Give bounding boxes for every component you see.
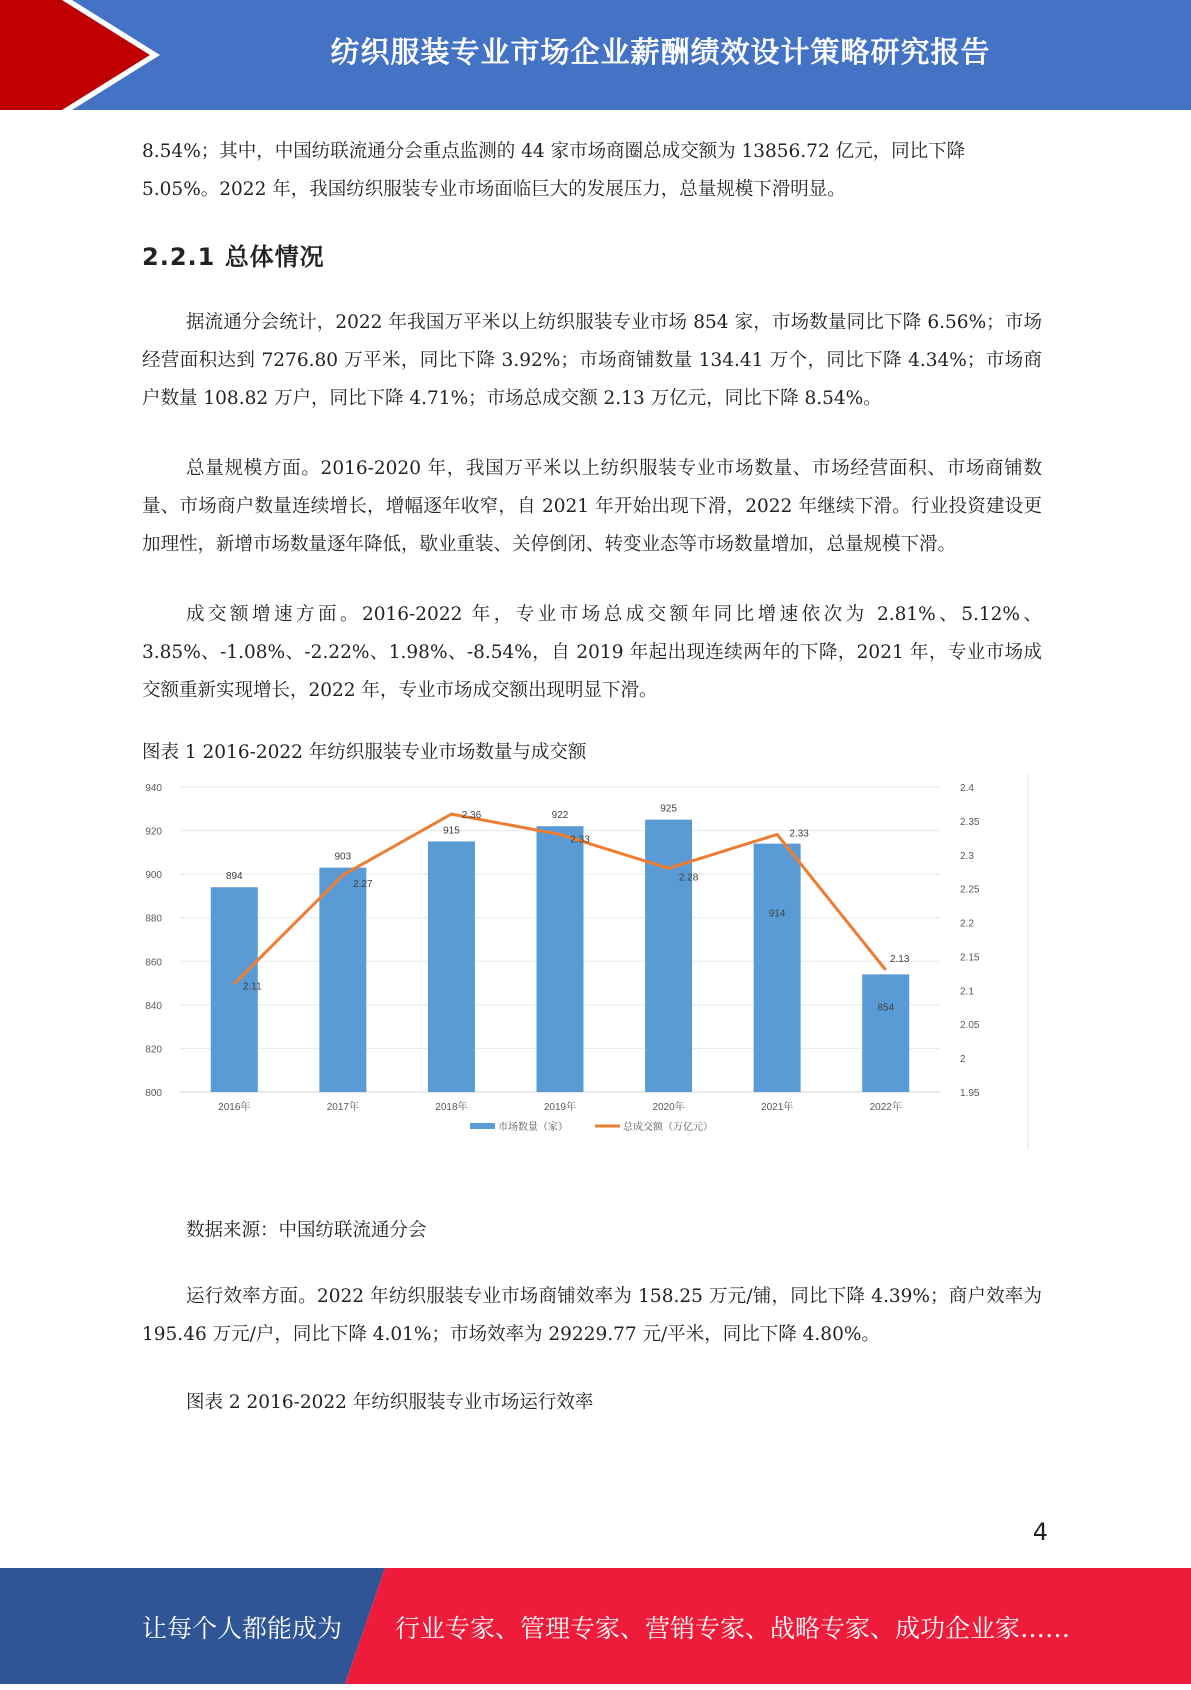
bar [754,844,801,1092]
page-footer [0,1568,1191,1684]
y-tick-right: 2.25 [960,884,980,896]
y-tick-right: 2 [960,1054,966,1066]
y-tick-left: 860 [145,957,162,969]
y-tick-right: 2.35 [960,816,980,828]
line-label: 2.13 [889,954,910,965]
page-content [142,133,1042,1422]
header-chevron-decoration [0,0,160,110]
bar-label: 894 [225,871,243,883]
bar [645,820,692,1092]
bar [428,841,475,1092]
legend-swatch-bar [470,1123,495,1129]
figure-2-caption: 图表 2 2016-2022 年纺织服装专业市场运行效率 [186,1392,594,1413]
bar-label: 914 [768,908,786,920]
paragraph-scale: 总量规模方面。2016-2020 年，我国万平米以上纺织服装专业市场数量、市场经营面积、市场商铺数量、市场商户数量连续增长，增幅逐年收窄，自 2021 年开始出现下滑，2022 年继续下滑。行业投资建设更加理性，新增市场数量逐年降低，歇业重装、关停倒闭、转变业态等市场数量增加，总量规模下滑。 [142,458,1042,555]
figure-1-caption: 图表 1 2016-2022 年纺织服装专业市场数量与成交额 [142,742,587,763]
y-tick-right: 2.15 [960,952,980,964]
line-label: 2.28 [678,872,699,884]
x-tick-label: 2019年 [543,1102,577,1113]
y-tick-right: 1.95 [960,1088,980,1099]
y-tick-right: 2.3 [960,850,974,862]
y-tick-right: 2.1 [960,986,974,998]
y-tick-right: 2.2 [960,918,974,930]
header-title: 纺织服装专业市场企业薪酬绩效设计策略研究报告 [330,35,991,69]
bar-label: 854 [877,1002,895,1014]
paragraph-efficiency: 运行效率方面。2022 年纺织服装专业市场商铺效率为 158.25 万元/铺，同比下降 4.39%；商户效率为 195.46 万元/户，同比下降 4.01%；市场效率为 29229.77 元/平米，同比下降 4.80%。 [142,1286,1042,1345]
paragraph-growth: 成交额增速方面。2016-2022 年，专业市场总成交额年同比增速依次为 2.81%、5.12%、3.85%、-1.08%、-2.22%、1.98%、-8.54%，自 2019 年起出现连续两年的下降，2021 年，专业市场成交额重新实现增长，2022 年，专业市场成交额出现明显下滑。 [142,604,1042,701]
y-tick-left: 800 [145,1088,162,1099]
x-tick-label: 2021年 [761,1102,794,1113]
page-number: 4 [1032,1518,1048,1546]
y-tick-left: 880 [145,913,162,925]
line-label: 2.11 [242,981,262,993]
footer-slogan-left: 让每个人都能成为 [142,1614,343,1643]
y-tick-left: 840 [145,1000,162,1012]
intro-line-1: 8.54%；其中，中国纺联流通分会重点监测的 44 家市场商圈总成交额为 13856.72 亿元，同比下降 [142,141,966,162]
legend-label-bar: 市场数量（家） [498,1122,568,1133]
y-tick-left: 820 [145,1044,162,1056]
bar [319,868,366,1092]
x-tick-label: 2018年 [435,1102,468,1113]
x-tick-label: 2016年 [218,1102,251,1113]
section-heading: 2.2.1 总体情况 [142,243,325,271]
y-tick-left: 940 [145,783,162,794]
page-header [0,0,1191,110]
bar [862,974,909,1092]
bar-label: 903 [334,851,352,863]
figure-1-chart [140,774,1050,1154]
chart-svg [140,774,1050,1154]
paragraph-statistics: 据流通分会统计，2022 年我国万平米以上纺织服装专业市场 854 家，市场数量同比下降 6.56%；市场经营面积达到 7276.80 万平米，同比下降 3.92%；市场商铺数量 134.41 万个，同比下降 4.34%；市场商户数量 108.82 万户，同比下降 4.71%；市场总成交额 2.13 万亿元，同比下降 8.54%。 [142,312,1042,409]
y-tick-left: 920 [145,826,162,838]
line-label: 2.27 [353,879,373,891]
line-label: 2.33 [570,834,590,846]
intro-line-2: 5.05%。2022 年，我国纺织服装专业市场面临巨大的发展压力，总量规模下滑明显。 [142,179,846,200]
data-source: 数据来源：中国纺联流通分会 [186,1220,427,1241]
line-label: 2.36 [461,810,482,822]
footer-slogan-right: 行业专家、管理专家、营销专家、战略专家、成功企业家…… [395,1614,1071,1643]
x-tick-label: 2022年 [869,1102,902,1113]
bar-label: 925 [660,803,677,815]
bar-label: 915 [443,825,460,837]
line-label: 2.33 [789,828,809,840]
x-tick-label: 2017年 [326,1102,359,1113]
y-tick-left: 900 [145,870,162,882]
y-tick-right: 2.4 [960,783,974,794]
y-tick-right: 2.05 [960,1020,980,1032]
bar-label: 922 [551,810,569,822]
bar [537,826,584,1092]
x-tick-label: 2020年 [652,1102,685,1113]
legend-label-line: 总成交额（万亿元） [623,1122,713,1133]
